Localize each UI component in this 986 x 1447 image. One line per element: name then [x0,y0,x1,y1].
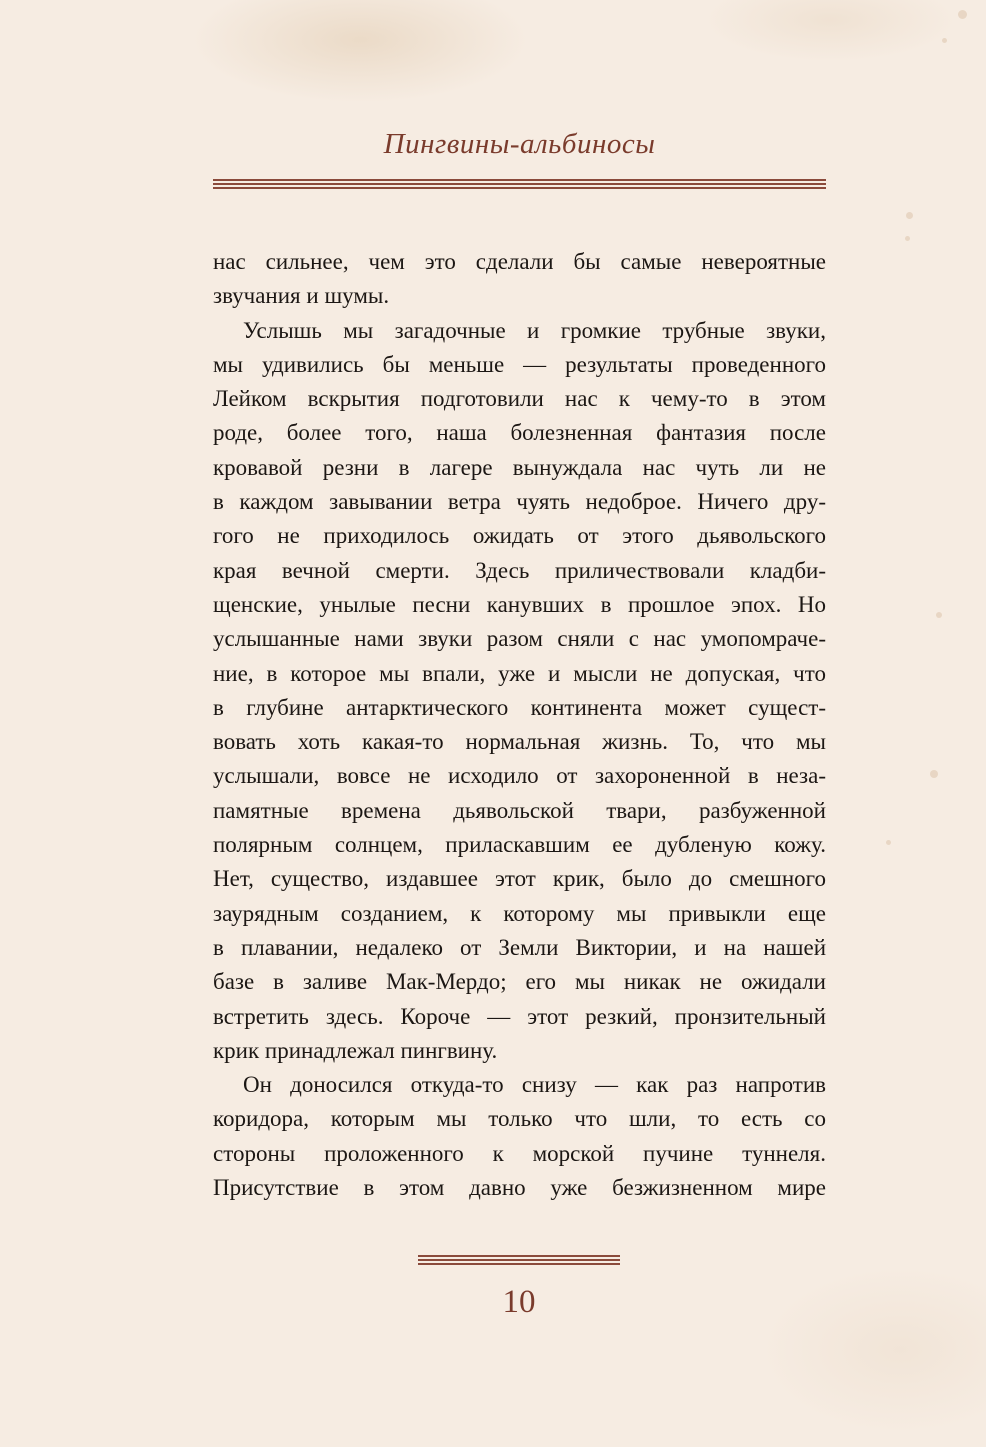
text-line: в каждом завывании ветра чуять недоброе. Ничего дру- [213,489,826,515]
text-line: Присутствие в этом давно уже безжизненном мире [213,1175,826,1201]
footer-rule [418,1255,620,1265]
text-line: заурядным созданием, к которому мы привыкли еще [213,900,826,926]
text-line: базе в заливе Мак-Мердо; его мы никак не ожидали [213,969,826,995]
page-number: 10 [502,1284,536,1320]
paper-stain [906,212,913,219]
paper-stain [930,770,938,778]
text-line: звучания и шумы. [213,283,390,309]
text-line: стороны проложенного к морской пучине туннеля. [213,1140,826,1166]
text-line: Услышь мы загадочные и громкие трубные звуки, [243,317,826,343]
running-head: Пингвины-альбиносы [383,128,656,160]
text-line: встретить здесь. Короче — этот резкий, пронзительный [213,1003,826,1029]
text-line: крик принадлежал пингвину. [213,1037,498,1063]
paper-stain [958,10,967,19]
paper-stain [942,38,947,43]
text-line: кровавой резни в лагере вынуждала нас чуть ли не [213,454,826,480]
text-line: мы удивились бы меньше — результаты проведенного [213,351,826,377]
text-line: Нет, существо, издавшее этот крик, было до смешного [213,866,826,892]
text-line: полярным солнцем, приласкавшим ее дубленую кожу. [213,832,826,858]
text-line: услышанные нами звуки разом сняли с нас умопомраче- [213,626,826,652]
text-line: вовать хоть какая-то нормальная жизнь. То, что мы [213,729,826,755]
text-line: нас сильнее, чем это сделали бы самые невероятные [213,249,826,274]
paper-stain [905,236,910,241]
header-rule [213,179,826,189]
text-line: в глубине антарктического континента может сущест- [213,694,826,720]
body-text [213,245,826,1205]
text-line: коридора, которым мы только что шли, то есть со [213,1106,826,1132]
text-line: памятные времена дьявольской твари, разбуженной [213,797,826,823]
text-line: гого не приходилось ожидать от этого дьявольского [213,523,826,549]
text-line: услышали, вовсе не исходило от захороненной в неза- [213,763,826,789]
text-line: края вечной смерти. Здесь приличествовали кладби- [213,557,826,583]
text-line: в плавании, недалеко от Земли Виктории, и на нашей [213,934,826,960]
text-line: щенские, унылые песни канувших в прошлое эпох. Но [213,591,826,617]
text-line: ние, в которое мы впали, уже и мысли не допуская, что [213,660,826,686]
text-line: Лейком вскрытия подготовили нас к чему-то в этом [213,386,826,412]
text-line: роде, более того, наша болезненная фантазия после [213,420,826,446]
paper-stain [886,840,891,845]
text-line: Он доносился откуда-то снизу — как раз напротив [243,1072,826,1098]
paper-stain [936,612,942,618]
